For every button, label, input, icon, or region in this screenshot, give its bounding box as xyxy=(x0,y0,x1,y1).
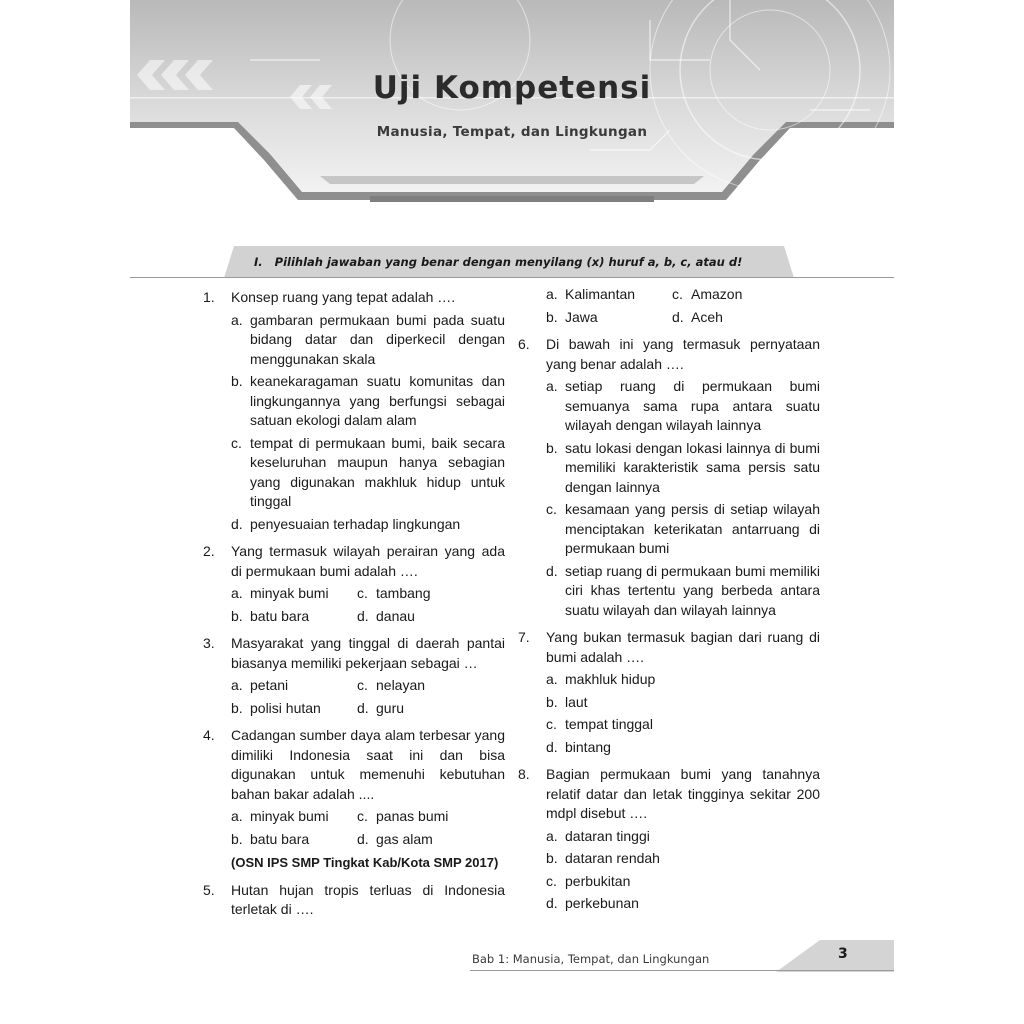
header-banner xyxy=(130,0,894,220)
option-c[interactable]: c. kesamaan yang persis di setiap wilayah menciptakan keterikatan antarruang di permukaan bumi xyxy=(546,501,820,556)
option-d[interactable]: d. danau xyxy=(357,607,415,624)
option-c[interactable]: c. perbukitan xyxy=(546,872,631,889)
option-b[interactable]: b. laut xyxy=(546,693,588,710)
question-text: Bagian permukaan bumi yang tanahnya relatif datar dan letak tingginya sekitar 200 mdpl disebut …. xyxy=(546,766,820,821)
option-a[interactable]: a. gambaran permukaan bumi pada suatu bidang datar dan diperkecil dengan menggunakan skala xyxy=(231,311,505,367)
question-text: Konsep ruang yang tepat adalah …. xyxy=(231,289,456,305)
option-b[interactable]: b. batu bara xyxy=(231,607,310,624)
option-b[interactable]: b. Jawa xyxy=(546,308,598,325)
question-7 xyxy=(518,628,820,757)
option-d[interactable]: d. gas alam xyxy=(357,830,433,847)
footer-divider xyxy=(470,970,894,971)
question-number: 5. xyxy=(203,881,215,898)
page-subtitle: Manusia, Tempat, dan Lingkungan xyxy=(376,124,648,140)
option-b[interactable]: b. polisi hutan xyxy=(231,699,321,716)
question-number: 7. xyxy=(518,629,530,645)
questions-right-column xyxy=(518,288,820,922)
question-4 xyxy=(203,726,505,873)
question-text: Di bawah ini yang termasuk pernyataan yang benar adalah …. xyxy=(546,336,820,372)
page-title: Uji Kompetensi xyxy=(372,70,652,106)
option-a[interactable]: a. dataran tinggi xyxy=(546,827,650,844)
section-divider xyxy=(130,277,894,278)
option-d[interactable]: d. penyesuaian terhadap lingkungan xyxy=(231,515,461,532)
question-text: Hutan hujan tropis terluas di Indonesia terletak di …. xyxy=(231,881,505,917)
section-instruction-bar xyxy=(224,246,794,278)
option-b[interactable]: b. dataran rendah xyxy=(546,850,660,866)
option-a[interactable]: a. Kalimantan xyxy=(546,286,636,302)
banner-graphic xyxy=(130,0,894,220)
section-number: I. xyxy=(254,255,263,269)
page-number: 3 xyxy=(838,946,848,962)
option-a[interactable]: a. minyak bumi xyxy=(231,585,329,601)
option-c[interactable]: c. Amazon xyxy=(672,286,743,302)
option-d[interactable]: d. bintang xyxy=(546,738,611,755)
option-a[interactable]: a. makhluk hidup xyxy=(546,671,656,687)
question-number: 3. xyxy=(203,635,215,651)
question-6 xyxy=(518,335,820,620)
question-text: Masyarakat yang tinggal di daerah pantai biasanya memiliki pekerjaan sebagai … xyxy=(231,635,505,671)
question-text: Cadangan sumber daya alam terbesar yang dimiliki Indonesia saat ini dan bisa digunakan untuk memenuhi kebutuhan bahan bakar adalah .... xyxy=(231,727,505,802)
option-b[interactable]: b. batu bara xyxy=(231,830,310,847)
option-c[interactable]: c. tambang xyxy=(357,585,431,601)
page-number-tab xyxy=(776,940,894,972)
section-instruction-text: Pilihlah jawaban yang benar dengan menyilang (x) huruf a, b, c, atau d! xyxy=(274,255,743,269)
option-d[interactable]: d. guru xyxy=(357,699,405,716)
option-d[interactable]: d. perkebunan xyxy=(546,895,639,911)
question-text: Yang termasuk wilayah perairan yang ada di permukaan bumi adalah …. xyxy=(231,543,505,579)
question-number: 1. xyxy=(203,289,215,305)
question-number: 6. xyxy=(518,336,530,352)
footer-chapter: Bab 1: Manusia, Tempat, dan Lingkungan xyxy=(472,952,710,966)
question-number: 4. xyxy=(203,727,215,743)
option-c[interactable]: c. tempat tinggal xyxy=(546,716,653,732)
option-c[interactable]: c. nelayan xyxy=(357,677,426,693)
section-instruction xyxy=(254,255,742,269)
question-source: (OSN IPS SMP Tingkat Kab/Kota SMP 2017) xyxy=(231,855,499,870)
question-number: 8. xyxy=(518,766,530,782)
question-3 xyxy=(203,634,505,718)
question-5-options xyxy=(518,285,820,327)
option-b[interactable]: b. keanekaragaman suatu komunitas dan lingkungannya yang berfungsi sebagai satuan ekologi dalam alam xyxy=(231,373,505,428)
question-2 xyxy=(203,542,505,626)
question-5 xyxy=(203,881,505,920)
option-b[interactable]: b. satu lokasi dengan lokasi lainnya di bumi memiliki karakteristik sama persis satu dengan lainnya xyxy=(546,439,820,495)
option-c[interactable]: c. panas bumi xyxy=(357,808,449,824)
option-a[interactable]: a. setiap ruang di permukaan bumi semuanya sama rupa antara suatu wilayah dengan wilayah lainnya xyxy=(546,378,820,433)
option-a[interactable]: a. petani xyxy=(231,677,289,693)
question-1 xyxy=(203,288,505,534)
option-d[interactable]: d. setiap ruang di permukaan bumi memiliki ciri khas tertentu yang berbeda antara suatu wilayah dan wilayah lainnya xyxy=(546,562,820,618)
option-d[interactable]: d. Aceh xyxy=(672,308,723,325)
option-c[interactable]: c. tempat di permukaan bumi, baik secara keseluruhan maupun hanya sebagian yang digunakan makhluk hidup untuk tinggal xyxy=(231,434,505,509)
questions-left-column xyxy=(203,288,505,928)
question-8 xyxy=(518,765,820,914)
question-number: 2. xyxy=(203,543,215,559)
question-text: Yang bukan termasuk bagian dari ruang di bumi adalah …. xyxy=(546,629,820,665)
option-a[interactable]: a. minyak bumi xyxy=(231,808,329,824)
